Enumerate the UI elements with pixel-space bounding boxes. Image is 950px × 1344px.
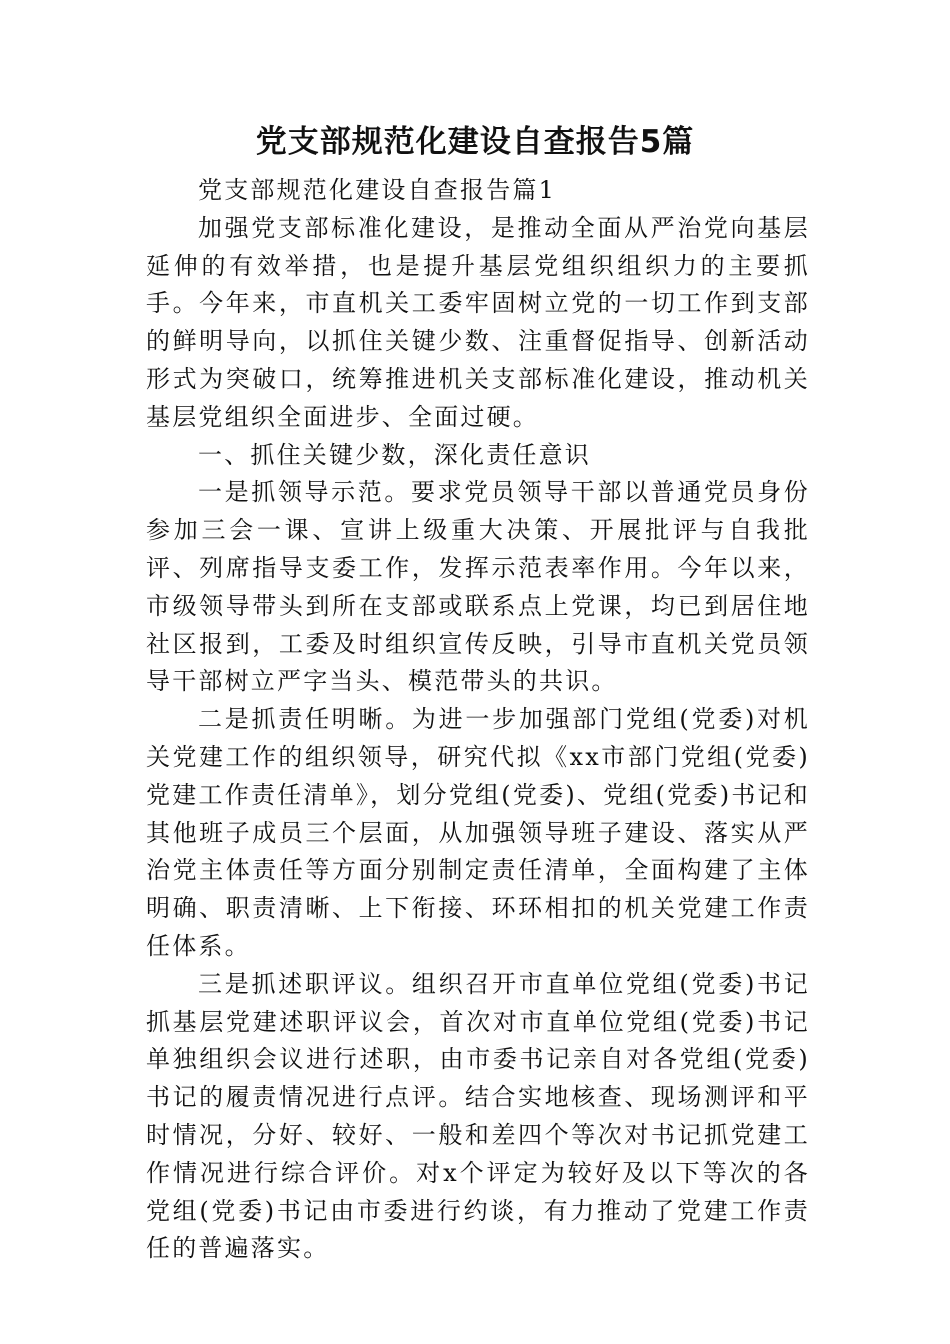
body-paragraph: 三是抓述职评议。组织召开市直单位党组(党委)书记抓基层党建述职评议会，首次对市直单位党组(党委)书记单独组织会议进行述职，由市委书记亲自对各党组(党委)书记的履责情况进行点评。结合实地核查、现场测评和平时情况，分好、较好、一般和差四个等次对书记抓党建工作情况进行综合评价。对x个评定为较好及以下等次的各党组(党委)书记由市委进行约谈，有力推动了党建工作责任的普遍落实。 (146, 969, 810, 1263)
subtitle-paragraph: 党支部规范化建设自查报告篇1 (198, 176, 557, 204)
body-paragraph: 一是抓领导示范。要求党员领导干部以普通党员身份参加三会一课、宣讲上级重大决策、开展批评与自我批评、列席指导支委工作，发挥示范表率作用。今年以来，市级领导带头到所在支部或联系点上党课，均已到居住地社区报到，工委及时组织宣传反映，引导市直机关党员领导干部树立严字当头、模范带头的共识。 (146, 478, 810, 696)
section-heading: 一、抓住关键少数，深化责任意识 (198, 440, 591, 469)
intro-paragraph: 加强党支部标准化建设，是推动全面从严治党向基层延伸的有效举措，也是提升基层党组织组织力的主要抓手。今年来，市直机关工委牢固树立党的一切工作到支部的鲜明导向，以抓住关键少数、注重督促指导、创新活动形式为突破口，统筹推进机关支部标准化建设，推动机关基层党组织全面进步、全面过硬。 (146, 213, 810, 431)
document-body (146, 172, 810, 1268)
body-paragraph: 二是抓责任明晰。为进一步加强部门党组(党委)对机关党建工作的组织领导，研究代拟《xx市部门党组(党委)党建工作责任清单》，划分党组(党委)、党组(党委)书记和其他班子成员三个层面，从加强领导班子建设、落实从严治党主体责任等方面分别制定责任清单，全面构建了主体明确、职责清晰、上下衔接、环环相扣的机关党建工作责任体系。 (146, 705, 810, 960)
document-title: 党支部规范化建设自查报告5篇 (255, 124, 695, 160)
